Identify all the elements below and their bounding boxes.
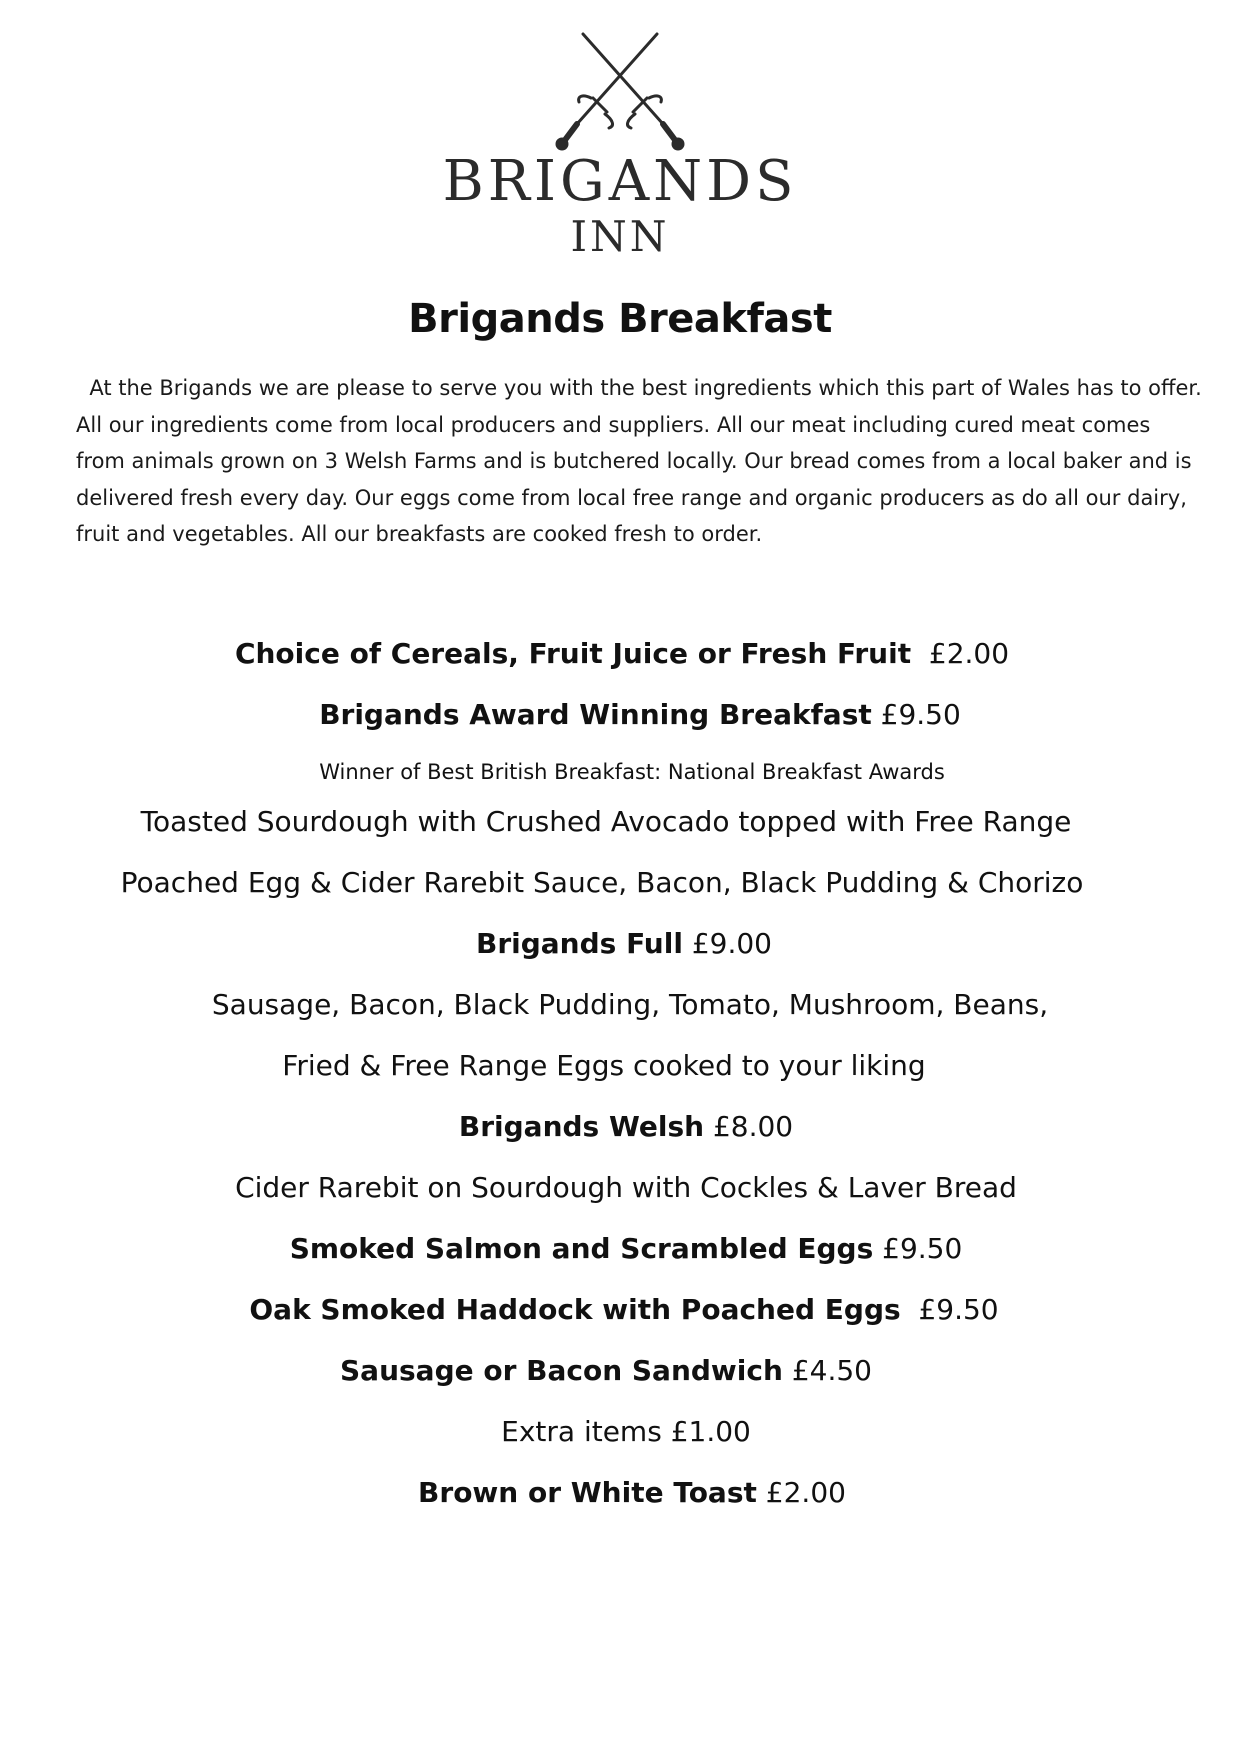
menu-item-price: £9.50: [871, 698, 961, 731]
logo-name: BRIGANDS: [442, 149, 798, 214]
intro-line: fruit and vegetables. All our breakfasts are cooked fresh to order.: [76, 522, 763, 546]
menu-item-price: £2.00: [756, 1476, 846, 1509]
menu-item: [458, 1110, 794, 1143]
crossed-swords-icon: [535, 28, 705, 152]
menu-item-extra: Extra items £1.00: [501, 1415, 751, 1448]
menu-item: [418, 1476, 846, 1509]
menu-item: [319, 698, 961, 731]
menu-item-price: £4.50: [782, 1354, 872, 1387]
menu-item-price: £2.00: [911, 637, 1010, 670]
menu-item-name: Choice of Cereals, Fruit Juice or Fresh Fruit: [234, 637, 912, 670]
page-title: Brigands Breakfast: [408, 296, 832, 342]
menu-item-description: Sausage, Bacon, Black Pudding, Tomato, Mushroom, Beans,: [211, 988, 1049, 1021]
menu-item-price: £9.50: [900, 1293, 999, 1326]
menu-item-name: Brigands Full: [476, 927, 683, 960]
menu-item: [234, 637, 1010, 670]
intro-paragraph: [76, 370, 1202, 553]
menu-item: [289, 1232, 963, 1265]
menu-item-name: Brown or White Toast: [418, 1476, 757, 1509]
intro-line: delivered fresh every day. Our eggs come from local free range and organic producers as do all our dairy,: [76, 485, 1187, 510]
menu-item: [340, 1354, 872, 1387]
menu-item-description: Toasted Sourdough with Crushed Avocado topped with Free Range: [140, 805, 1072, 838]
menu-item-description: Poached Egg & Cider Rarebit Sauce, Bacon, Black Pudding & Chorizo: [120, 866, 1084, 899]
menu-item: [249, 1293, 999, 1326]
menu-item-name: Sausage or Bacon Sandwich: [340, 1354, 783, 1387]
menu-item: [476, 927, 772, 960]
menu-item-note: Winner of Best British Breakfast: National Breakfast Awards: [319, 760, 945, 784]
logo: [0, 28, 1240, 261]
menu-item-description: Cider Rarebit on Sourdough with Cockles & Laver Bread: [235, 1171, 1017, 1204]
menu-item-name: Brigands Award Winning Breakfast: [319, 698, 872, 731]
intro-line: All our ingredients come from local producers and suppliers. All our meat including cured meat comes: [76, 412, 1151, 437]
logo-subtitle: INN: [570, 212, 670, 261]
menu-item-price: £8.00: [704, 1110, 794, 1143]
menu-item-price: £9.50: [873, 1232, 963, 1265]
menu-item-name: Oak Smoked Haddock with Poached Eggs: [249, 1293, 901, 1326]
menu-item-name: Brigands Welsh: [458, 1110, 705, 1143]
intro-line: At the Brigands we are please to serve you with the best ingredients which this part of Wales has to offer.: [76, 376, 1202, 400]
menu-item-name: Smoked Salmon and Scrambled Eggs: [289, 1232, 874, 1265]
menu-item-description: Fried & Free Range Eggs cooked to your liking: [282, 1049, 926, 1082]
menu-item-price: £9.00: [682, 927, 772, 960]
intro-line: from animals grown on 3 Welsh Farms and is butchered locally. Our bread comes from a local baker and is: [76, 449, 1192, 473]
